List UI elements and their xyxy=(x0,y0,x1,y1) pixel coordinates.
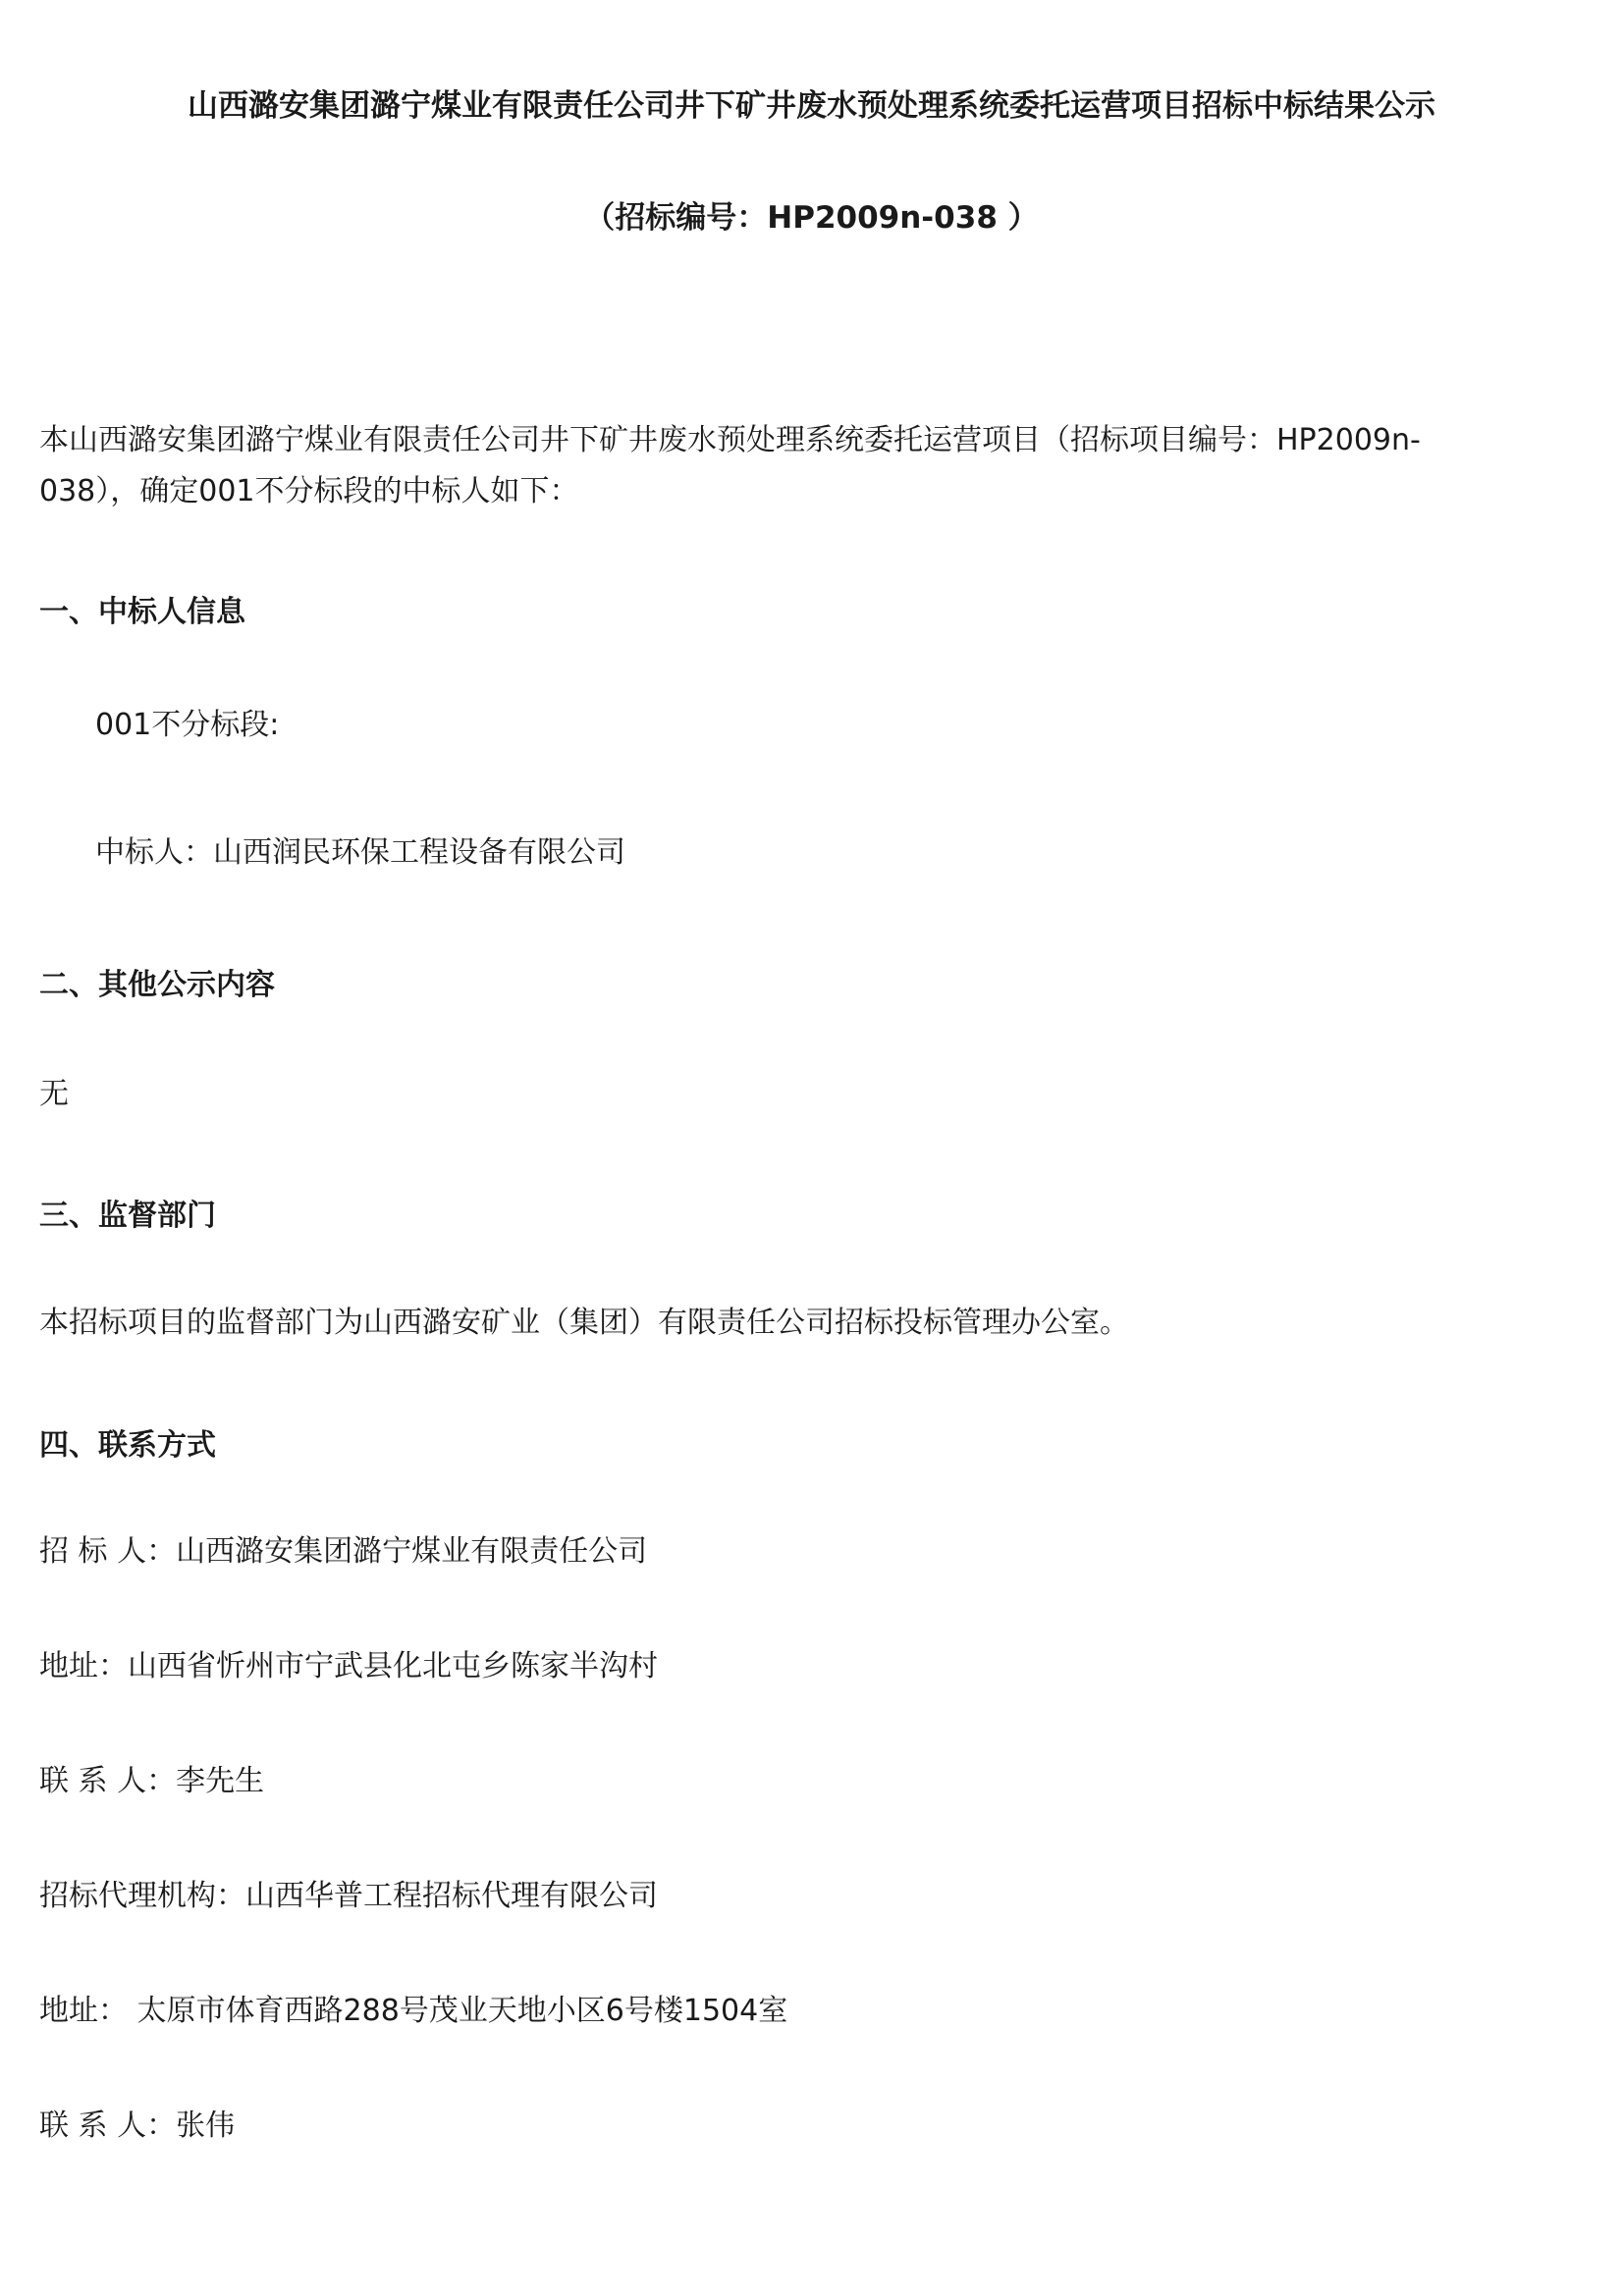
agency-contact-text: 联 系 人：张伟 xyxy=(39,2109,236,2143)
tenderer-text: 招 标 人：山西潞安集团潞宁煤业有限责任公司 xyxy=(39,1534,648,1569)
intro-line-2: 038），确定001不分标段的中标人如下： xyxy=(39,474,579,508)
winner-text: 中标人：山西润民环保工程设备有限公司 xyxy=(95,835,625,870)
tenderer-address-text: 地址：山西省忻州市宁武县化北屯乡陈家半沟村 xyxy=(39,1649,658,1683)
tenderer-contact-text: 联 系 人：李先生 xyxy=(39,1764,265,1798)
agency-address-text: 地址： 太原市体育西路288号茂业天地小区6号楼1504室 xyxy=(39,1994,788,2028)
supervision-text: 本招标项目的监督部门为山西潞安矿业（集团）有限责任公司招标投标管理办公室。 xyxy=(39,1306,1129,1340)
other-content-text: 无 xyxy=(39,1077,69,1111)
agency-text: 招标代理机构：山西华普工程招标代理有限公司 xyxy=(39,1879,658,1913)
section-heading-contact: 四、联系方式 xyxy=(39,1428,216,1463)
section-heading-other-content: 二、其他公示内容 xyxy=(39,968,275,1002)
bid-code: （招标编号：HP2009n-038 ） xyxy=(584,200,1039,236)
lot-label: 001不分标段: xyxy=(95,708,280,742)
section-heading-supervision: 三、监督部门 xyxy=(39,1199,216,1233)
document-title: 山西潞安集团潞宁煤业有限责任公司井下矿井废水预处理系统委托运营项目招标中标结果公示 xyxy=(188,88,1435,124)
section-heading-winner-info: 一、中标人信息 xyxy=(39,595,245,629)
intro-line-1: 本山西潞安集团潞宁煤业有限责任公司井下矿井废水预处理系统委托运营项目（招标项目编号：HP2009n- xyxy=(39,423,1421,457)
